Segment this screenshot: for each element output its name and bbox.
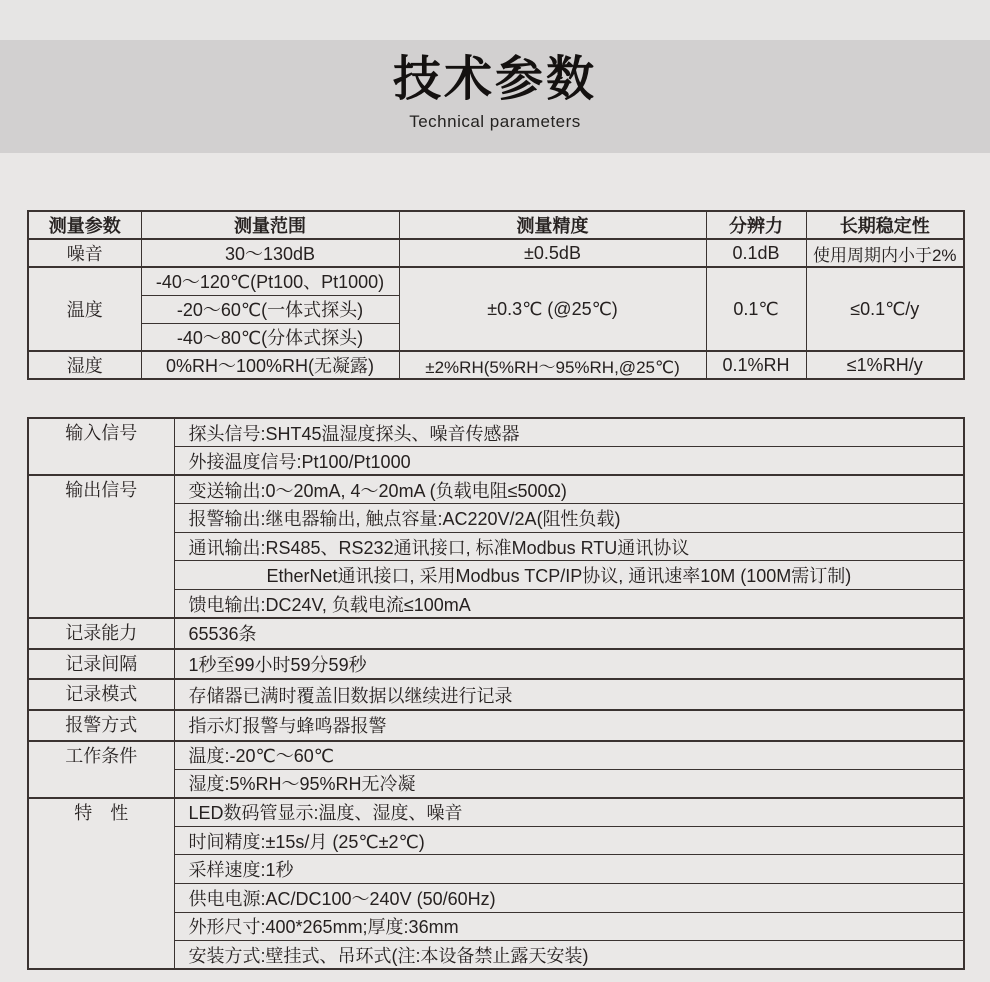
working-humidity: 湿度:5%RH～95%RH无冷凝 bbox=[174, 769, 964, 798]
spec-header-resolution: 分辨力 bbox=[706, 211, 806, 239]
humidity-param: 湿度 bbox=[28, 351, 141, 379]
title-band bbox=[0, 40, 990, 153]
group-label-record-interval: 记录间隔 bbox=[28, 649, 174, 680]
temperature-range-3: -40～80℃(分体式探头) bbox=[141, 323, 399, 351]
output-feed: 馈电输出:DC24V, 负载电流≤100mA bbox=[174, 590, 964, 619]
record-mode-value: 存储器已满时覆盖旧数据以继续进行记录 bbox=[174, 679, 964, 710]
group-label-working-conditions: 工作条件 bbox=[28, 741, 174, 798]
output-comm: 通讯输出:RS485、RS232通讯接口, 标准Modbus RTU通讯协议 bbox=[174, 532, 964, 561]
humidity-resolution: 0.1%RH bbox=[706, 351, 806, 379]
group-label-record-mode: 记录模式 bbox=[28, 679, 174, 710]
detail-row bbox=[28, 798, 964, 827]
output-ethernet: EtherNet通讯接口, 采用Modbus TCP/IP协议, 通讯速率10M (100M需订制) bbox=[174, 561, 964, 590]
spec-header-accuracy: 测量精度 bbox=[399, 211, 706, 239]
output-transmit: 变送输出:0～20mA, 4～20mA (负载电阻≤500Ω) bbox=[174, 475, 964, 504]
feature-dimensions: 外形尺寸:400*265mm;厚度:36mm bbox=[174, 912, 964, 941]
temperature-range-1: -40～120℃(Pt100、Pt1000) bbox=[141, 267, 399, 295]
spec-header-param: 测量参数 bbox=[28, 211, 141, 239]
noise-accuracy: ±0.5dB bbox=[399, 239, 706, 267]
humidity-range: 0%RH～100%RH(无凝露) bbox=[141, 351, 399, 379]
noise-stability: 使用周期内小于2% bbox=[806, 239, 964, 267]
temperature-range-2: -20～60℃(一体式探头) bbox=[141, 295, 399, 323]
noise-resolution: 0.1dB bbox=[706, 239, 806, 267]
detail-row bbox=[28, 618, 964, 649]
noise-param: 噪音 bbox=[28, 239, 141, 267]
feature-led-display: LED数码管显示:温度、湿度、噪音 bbox=[174, 798, 964, 827]
detail-row bbox=[28, 679, 964, 710]
detail-row bbox=[28, 649, 964, 680]
spec-row-temperature bbox=[28, 267, 964, 295]
page-title: 技术参数 bbox=[392, 53, 597, 106]
temperature-accuracy: ±0.3℃ (@25℃) bbox=[399, 267, 706, 351]
feature-mounting: 安装方式:壁挂式、吊环式(注:本设备禁止露天安装) bbox=[174, 941, 964, 970]
output-alarm: 报警输出:继电器输出, 触点容量:AC220V/2A(阻性负载) bbox=[174, 504, 964, 533]
group-label-input-signal: 输入信号 bbox=[28, 418, 174, 475]
page-subtitle: Technical parameters bbox=[409, 112, 581, 131]
input-signal-external: 外接温度信号:Pt100/Pt1000 bbox=[174, 447, 964, 476]
spec-header-stability: 长期稳定性 bbox=[806, 211, 964, 239]
spec-header-range: 测量范围 bbox=[141, 211, 399, 239]
detail-row bbox=[28, 741, 964, 770]
spec-row-noise bbox=[28, 239, 964, 267]
detail-table bbox=[27, 417, 965, 970]
detail-row bbox=[28, 710, 964, 741]
noise-range: 30～130dB bbox=[141, 239, 399, 267]
spec-header-row bbox=[28, 211, 964, 239]
top-strip bbox=[0, 0, 990, 40]
feature-sampling-speed: 采样速度:1秒 bbox=[174, 855, 964, 884]
spec-table bbox=[27, 210, 965, 380]
group-label-alarm-method: 报警方式 bbox=[28, 710, 174, 741]
feature-power-supply: 供电电源:AC/DC100～240V (50/60Hz) bbox=[174, 884, 964, 913]
group-label-output-signal: 输出信号 bbox=[28, 475, 174, 618]
group-label-features: 特 性 bbox=[28, 798, 174, 970]
group-label-record-capacity: 记录能力 bbox=[28, 618, 174, 649]
humidity-accuracy: ±2%RH(5%RH～95%RH,@25℃) bbox=[399, 351, 706, 379]
humidity-stability: ≤1%RH/y bbox=[806, 351, 964, 379]
detail-row bbox=[28, 475, 964, 504]
temperature-stability: ≤0.1℃/y bbox=[806, 267, 964, 351]
working-temperature: 温度:-20℃～60℃ bbox=[174, 741, 964, 770]
record-capacity-value: 65536条 bbox=[174, 618, 964, 649]
input-signal-probe: 探头信号:SHT45温湿度探头、噪音传感器 bbox=[174, 418, 964, 447]
alarm-method-value: 指示灯报警与蜂鸣器报警 bbox=[174, 710, 964, 741]
record-interval-value: 1秒至99小时59分59秒 bbox=[174, 649, 964, 680]
temperature-param: 温度 bbox=[28, 267, 141, 351]
spec-row-humidity bbox=[28, 351, 964, 379]
temperature-resolution: 0.1℃ bbox=[706, 267, 806, 351]
detail-row bbox=[28, 418, 964, 447]
feature-time-accuracy: 时间精度:±15s/月 (25℃±2℃) bbox=[174, 826, 964, 855]
